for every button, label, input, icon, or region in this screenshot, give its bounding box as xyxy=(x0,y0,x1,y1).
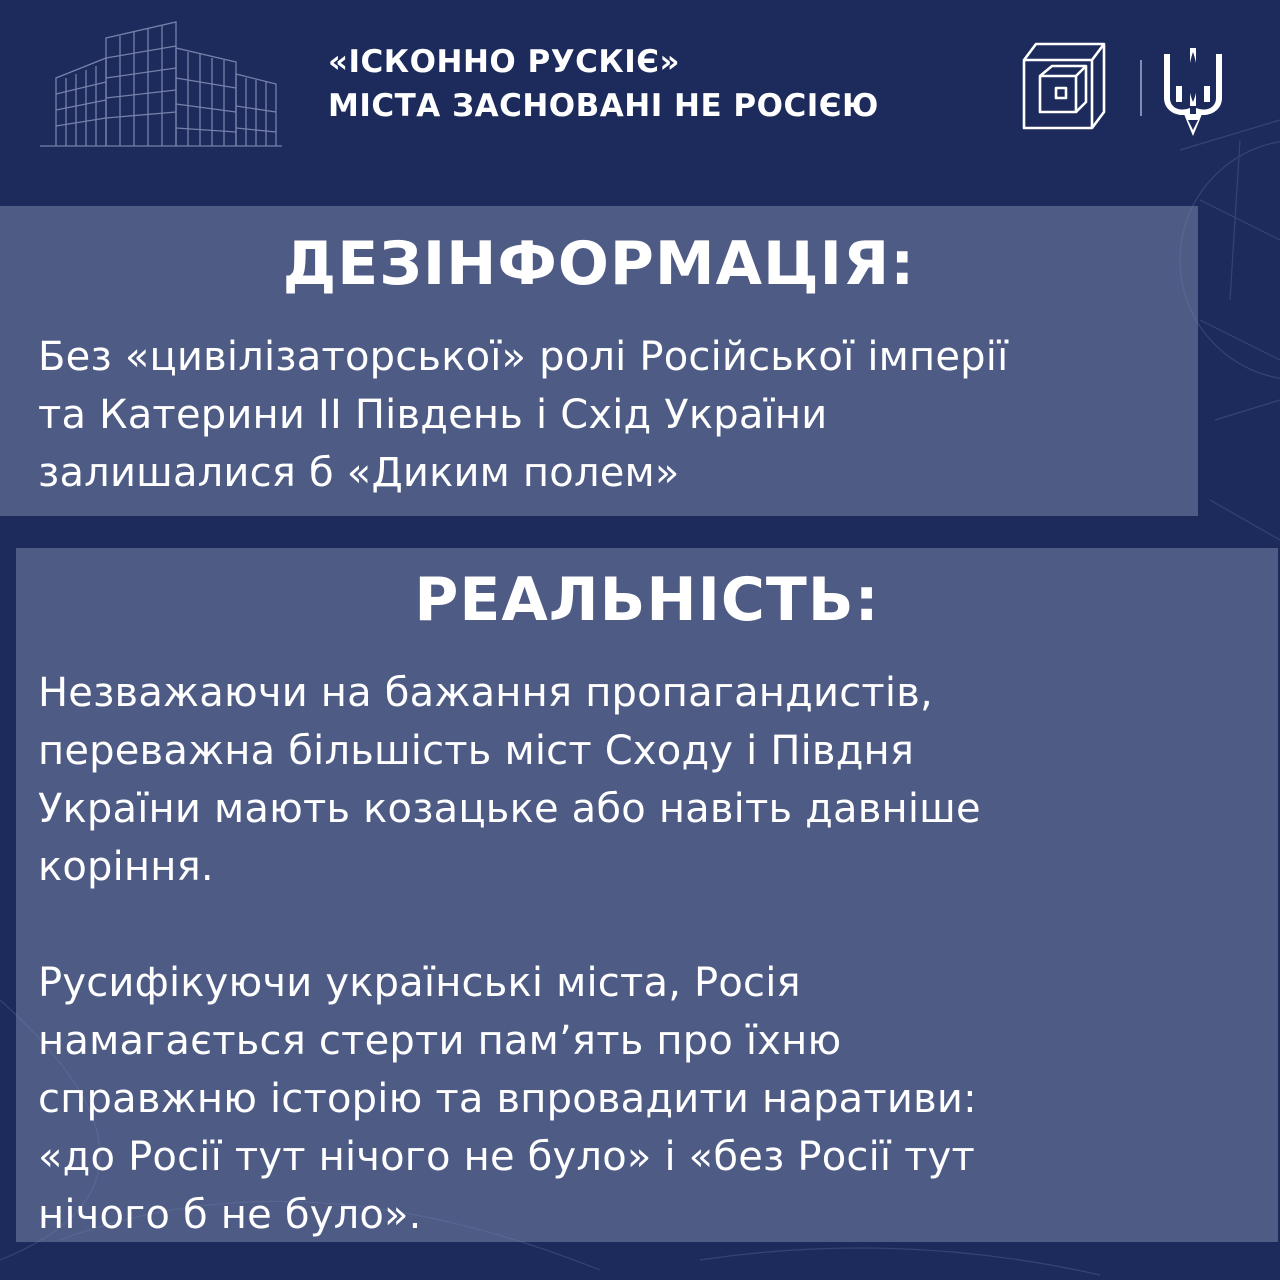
reality-panel xyxy=(16,548,1278,1242)
disinformation-line: залишалися б «Диким полем» xyxy=(38,450,680,496)
reality-line: справжню історію та впровадити наративи: xyxy=(38,1076,977,1122)
reality-text xyxy=(38,664,981,1244)
logo-divider xyxy=(1140,60,1142,116)
disinformation-line: та Катерини II Південь і Схід України xyxy=(38,392,828,438)
reality-line: України мають козацьке або навіть давніше xyxy=(38,786,981,832)
header-title-line-2: МІСТА ЗАСНОВАНІ НЕ РОСІЄЮ xyxy=(328,88,879,124)
disinformation-line: Без «цивілізаторської» ролі Російської імперії xyxy=(38,334,1009,380)
trident-icon xyxy=(1162,46,1224,138)
reality-line: намагається стерти пам’ять про їхню xyxy=(38,1018,842,1064)
disinformation-panel xyxy=(0,206,1198,516)
header-title-line-1: «ІСКОННО РУСКІЄ» xyxy=(328,44,681,80)
reality-line: Незважаючи на бажання пропагандистів, xyxy=(38,670,933,716)
reality-line: нічого б не було». xyxy=(38,1192,422,1238)
reality-line: переважна більшість міст Сходу і Півдня xyxy=(38,728,915,774)
reality-line: Русифікуючи українські міста, Росія xyxy=(38,960,801,1006)
disinformation-text xyxy=(38,328,1008,502)
paragraph-gap xyxy=(38,896,981,954)
reality-heading: РЕАЛЬНІСТЬ: xyxy=(414,565,880,635)
reality-line: коріння. xyxy=(38,844,214,890)
disinformation-heading: ДЕЗІНФОРМАЦІЯ: xyxy=(282,229,916,299)
reality-line: «до Росії тут нічого не було» і «без Росії тут xyxy=(38,1134,976,1180)
header-title xyxy=(328,40,879,128)
header xyxy=(0,0,1280,190)
building-line-art-icon xyxy=(36,18,286,150)
cube-logo-icon xyxy=(1016,38,1112,134)
